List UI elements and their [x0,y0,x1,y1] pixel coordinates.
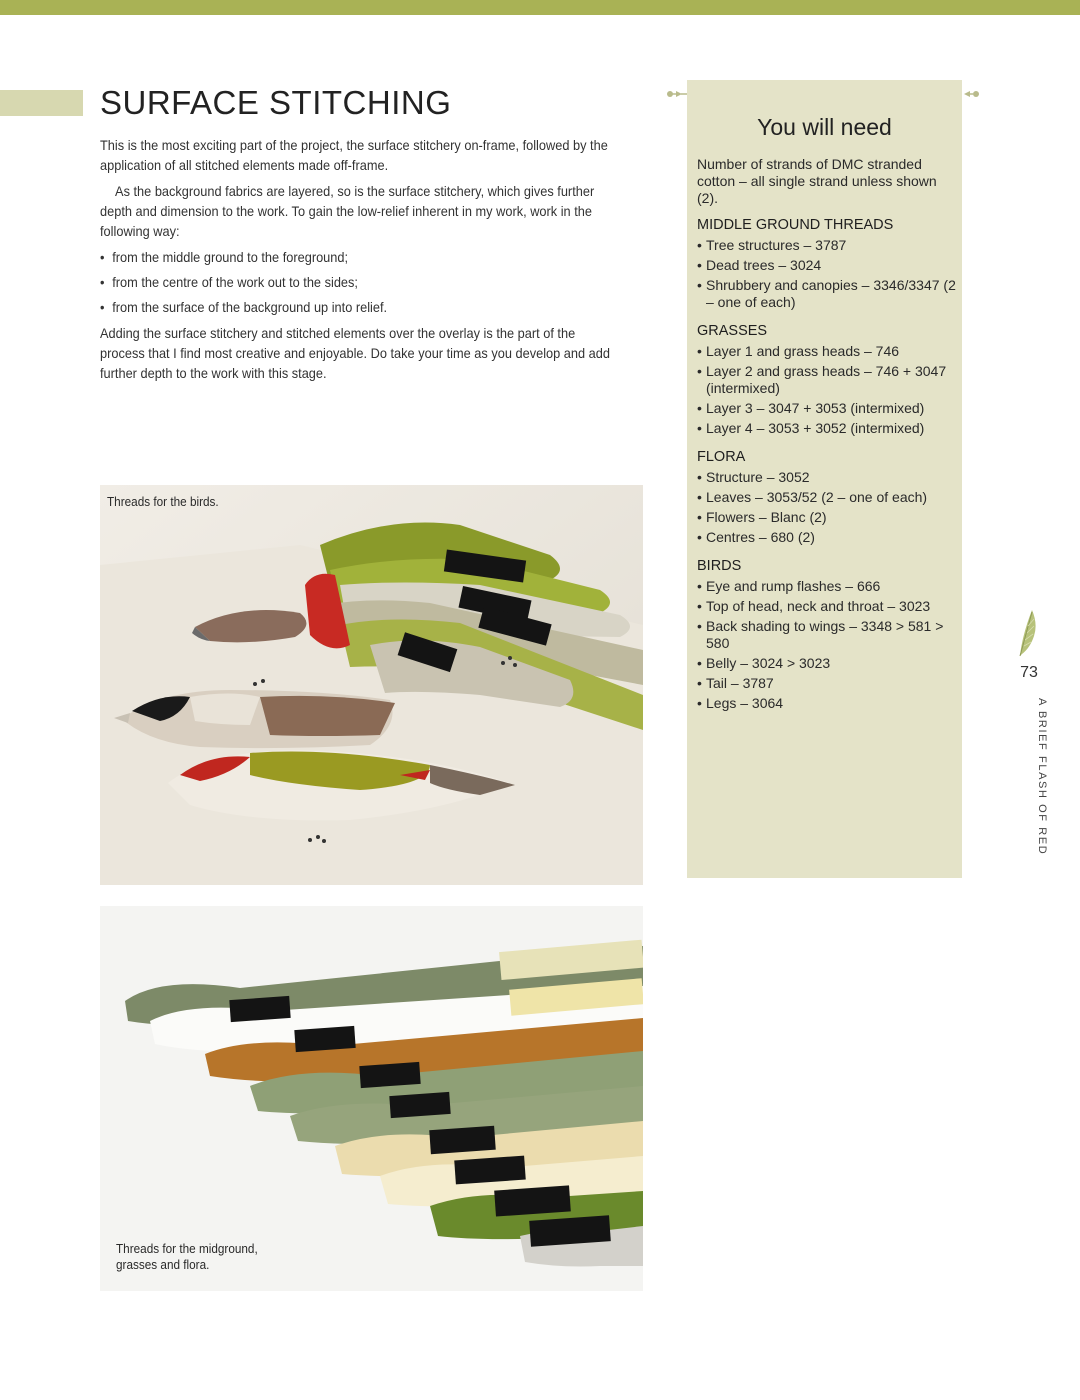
thread-item: • Belly – 3024 > 3023 [697,655,959,672]
thread-item: • Layer 1 and grass heads – 746 [697,343,959,360]
thread-item: • Layer 3 – 3047 + 3053 (intermixed) [697,400,959,417]
section-heading: MIDDLE GROUND THREADS [697,217,894,233]
threads-photo [100,906,643,1291]
you-will-need-sidebar [687,80,962,878]
thread-item: • Top of head, neck and throat – 3023 [697,598,959,615]
intro-bullet-list [100,248,612,318]
sidebar-content [697,156,959,724]
section-heading: BIRDS [697,558,742,574]
threads-photo-illustration [100,906,643,1291]
thread-item: • Eye and rump flashes – 666 [697,578,959,595]
thread-list [697,237,959,311]
intro-bullet: • from the middle ground to the foreground; [100,248,612,268]
intro-paragraph-3: Adding the surface stitchery and stitched elements over the overlay is the part of the process that I find most creative and enjoyable. Do take your time as you develop and add further depth to the work with this stage. [100,326,611,381]
top-accent-bar [0,0,1080,15]
thread-item: • Back shading to wings – 3348 > 581 > 580 [697,618,959,652]
intro-bullet: • from the centre of the work out to the sides; [100,273,612,293]
sidebar-title: You will need [757,114,892,140]
section-birds [697,558,959,712]
section-heading: GRASSES [697,323,768,339]
page-title: SURFACE STITCHING [100,84,452,121]
thread-item: • Tail – 3787 [697,675,959,692]
running-head: A BRIEF FLASH OF RED [1036,698,1048,856]
section-middle-ground-threads [697,217,959,311]
title-accent-tab [0,90,83,116]
thread-list [697,343,959,437]
thread-list [697,578,959,712]
thread-item: • Leaves – 3053/52 (2 – one of each) [697,489,959,506]
section-grasses [697,323,959,437]
thread-item: • Layer 2 and grass heads – 746 + 3047 (intermixed) [697,363,959,397]
thread-item: • Shrubbery and canopies – 3346/3347 (2 – one of each) [697,277,959,311]
section-heading: FLORA [697,449,746,465]
thread-item: • Dead trees – 3024 [697,257,959,274]
section-flora [697,449,959,546]
intro-text [100,136,612,390]
thread-item: • Centres – 680 (2) [697,529,959,546]
thread-list [697,469,959,546]
intro-paragraph-1: This is the most exciting part of the project, the surface stitchery on-frame, followed by the application of all stitched elements made off-frame. [100,138,608,173]
birds-photo [100,485,643,885]
thread-item: • Flowers – Blanc (2) [697,509,959,526]
thread-item: • Layer 4 – 3053 + 3052 (intermixed) [697,420,959,437]
thread-item: • Legs – 3064 [697,695,959,712]
intro-paragraph-2: As the background fabrics are layered, so is the surface stitchery, which gives further depth and dimension to the work. To gain the low-relief inherent in my work, work in the following way: [100,184,595,239]
birds-photo-illustration [100,485,643,885]
intro-bullet: • from the surface of the background up into relief. [100,298,612,318]
sidebar-note: Number of strands of DMC stranded cotton – all single strand unless shown (2). [697,156,937,206]
thread-item: • Tree structures – 3787 [697,237,959,254]
threads-photo-caption: Threads for the midground, grasses and flora. [116,1242,258,1272]
birds-photo-caption: Threads for the birds. [107,495,219,509]
page-number: 73 [1020,664,1038,681]
feather-icon [1014,606,1040,658]
thread-item: • Structure – 3052 [697,469,959,486]
